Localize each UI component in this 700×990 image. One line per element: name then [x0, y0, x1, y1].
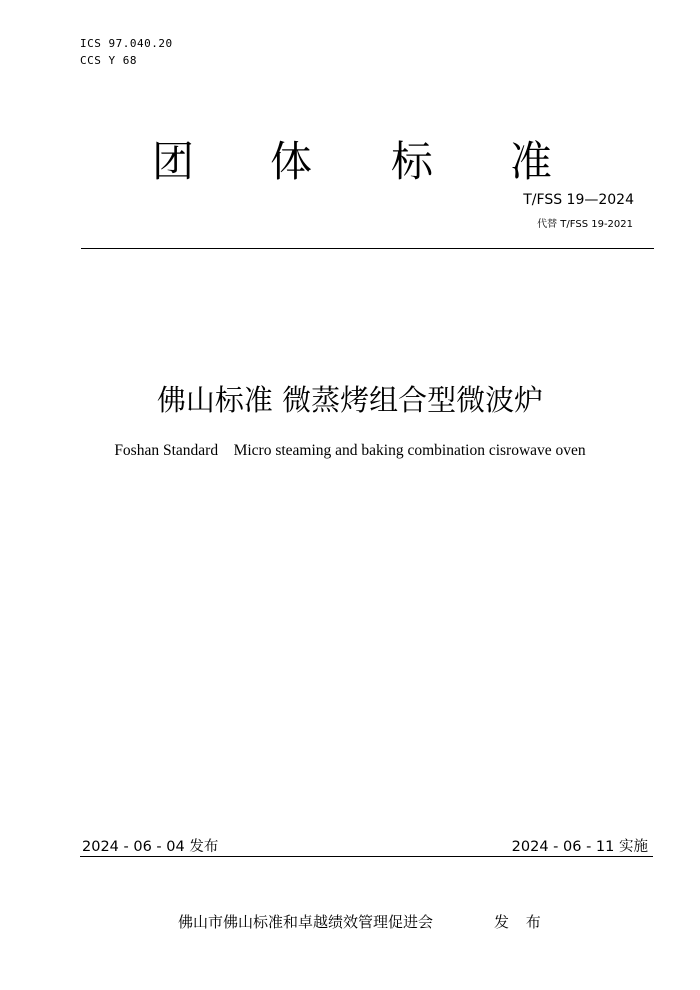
ccs-code: CCS Y 68 — [80, 54, 137, 67]
header-title-char-1: 团 — [152, 137, 195, 186]
header-title-char-3: 标 — [391, 137, 434, 186]
issue-date: 2024 - 06 - 04 发布 — [82, 839, 219, 855]
header-title-char-2: 体 — [270, 137, 313, 186]
implementation-date: 2024 - 06 - 11 实施 — [511, 839, 648, 855]
footer-divider — [80, 856, 653, 857]
replaces-standard: 代替 T/FSS 19-2021 — [537, 219, 633, 230]
header-title-char-4: 准 — [510, 137, 553, 186]
ics-code: ICS 97.040.20 — [80, 37, 173, 50]
standard-number: T/FSS 19—2024 — [523, 192, 634, 208]
document-title-english: Foshan Standard Micro steaming and baking combination cisrowave oven — [114, 442, 586, 459]
document-title-chinese: 佛山标准 微蒸烤组合型微波炉 — [156, 383, 544, 417]
publisher-name: 佛山市佛山标准和卓越绩效管理促进会 — [178, 913, 434, 931]
header-divider — [81, 248, 654, 249]
publish-label: 发 布 — [494, 913, 547, 931]
